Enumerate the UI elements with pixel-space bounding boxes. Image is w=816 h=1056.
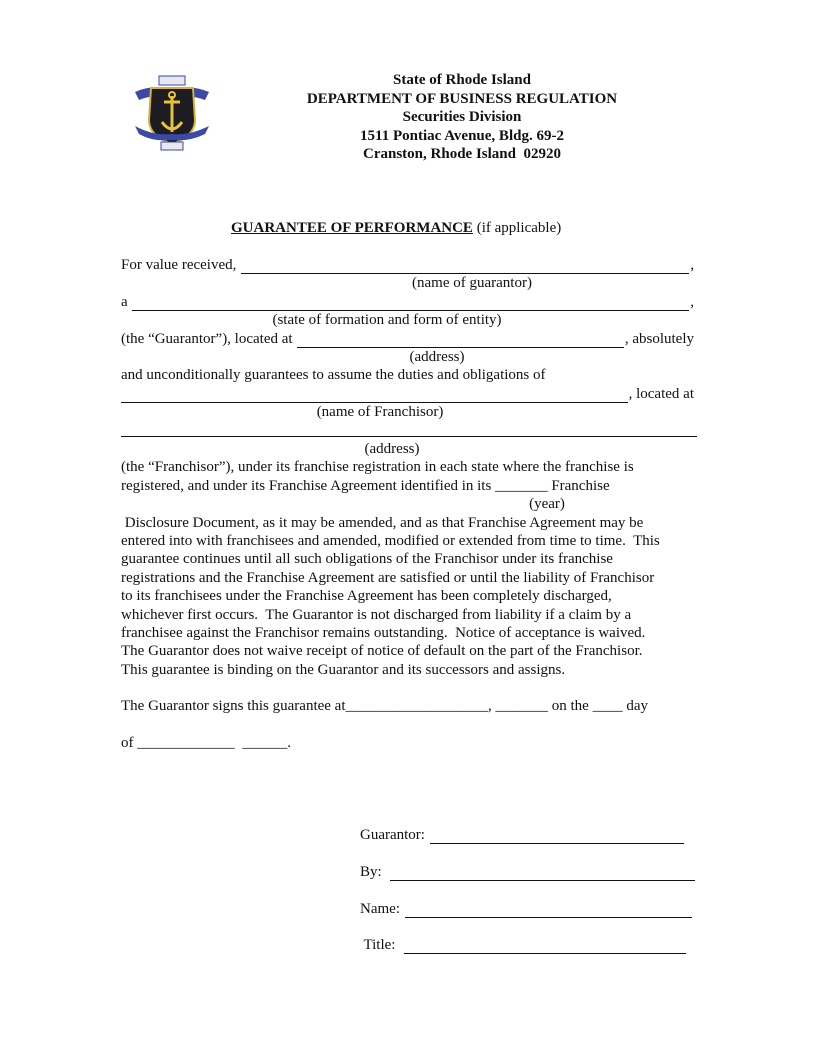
signing-month-year-line[interactable]: of _____________ ______. — [121, 735, 291, 751]
label-franchisor-address: (address) — [364, 441, 420, 457]
body-text: registered, and under its Franchise Agreement identified in its _______ Franchise — [121, 478, 610, 494]
text: , — [690, 294, 694, 310]
by-label: By: — [360, 864, 390, 880]
text: (the “Guarantor”), located at — [121, 331, 297, 347]
header-city: Cranston, Rhode Island 02920 — [363, 146, 561, 162]
entity-blank[interactable] — [132, 296, 689, 311]
by-signature-field — [360, 863, 696, 881]
signing-place-date-line[interactable]: The Guarantor signs this guarantee at___________________, _______ on the ____ day — [121, 698, 648, 714]
title-blank[interactable] — [404, 939, 686, 954]
guarantor-name-blank[interactable] — [241, 259, 689, 274]
text: , absolutely — [624, 331, 694, 347]
header-department: DEPARTMENT OF BUSINESS REGULATION — [306, 91, 618, 107]
guarantor-address-blank[interactable] — [297, 333, 624, 348]
rhode-island-seal-logo — [133, 70, 211, 152]
guarantor-label: Guarantor: — [360, 827, 429, 843]
label-state-of-formation: (state of formation and form of entity) — [272, 312, 502, 328]
body-text: registrations and the Franchise Agreement are satisfied or until the liability of Franchisor — [121, 570, 655, 586]
franchisor-address-blank[interactable] — [121, 422, 697, 437]
guarantor-signature-field — [360, 826, 685, 844]
franchisor-name-line — [121, 385, 694, 403]
body-text: whichever first occurs. The Guarantor is not discharged from liability if a claim by a — [121, 607, 632, 623]
text: For value received, — [121, 257, 241, 273]
name-field — [360, 900, 693, 918]
header-division: Securities Division — [402, 109, 522, 125]
body-text: and unconditionally guarantees to assume the duties and obligations of — [121, 367, 546, 383]
body-text: (the “Franchisor”), under its franchise registration in each state where the franchise is — [121, 459, 634, 475]
guarantor-address-line — [121, 330, 694, 348]
guarantor-blank[interactable] — [430, 829, 684, 844]
franchisor-name-blank[interactable] — [121, 388, 628, 403]
label-name-of-franchisor: (name of Franchisor) — [316, 404, 444, 420]
title-field — [360, 936, 687, 954]
body-text: The Guarantor does not waive receipt of notice of default on the part of the Franchisor. — [121, 643, 643, 659]
body-text: to its franchisees under the Franchise Agreement has been completely discharged, — [121, 588, 612, 604]
body-text: franchisee against the Franchisor remains outstanding. Notice of acceptance is waived. — [121, 625, 646, 641]
name-blank[interactable] — [405, 903, 692, 918]
title-note: (if applicable) — [472, 220, 562, 236]
text: , located at — [628, 386, 694, 402]
header-address: 1511 Pontiac Avenue, Bldg. 69-2 — [360, 128, 564, 144]
title-main: GUARANTEE OF PERFORMANCE — [231, 220, 473, 236]
text: a — [121, 294, 132, 310]
entity-line — [121, 293, 694, 311]
label-address: (address) — [409, 349, 465, 365]
body-text: Disclosure Document, as it may be amended, and as that Franchise Agreement may be — [121, 515, 644, 531]
name-label: Name: — [360, 901, 404, 917]
label-name-of-guarantor: (name of guarantor) — [412, 275, 532, 291]
guarantor-name-line — [121, 256, 694, 274]
text: , — [690, 257, 694, 273]
label-year: (year) — [529, 496, 565, 512]
header-state: State of Rhode Island — [393, 72, 531, 88]
document-title — [231, 219, 561, 237]
by-blank[interactable] — [390, 866, 695, 881]
body-text: entered into with franchisees and amended, modified or extended from time to time. This — [121, 533, 660, 549]
body-text: guarantee continues until all such obligations of the Franchisor under its franchise — [121, 551, 613, 567]
body-text: This guarantee is binding on the Guarantor and its successors and assigns. — [121, 662, 566, 678]
title-label: Title: — [360, 937, 403, 953]
franchisor-address-line — [121, 422, 697, 437]
